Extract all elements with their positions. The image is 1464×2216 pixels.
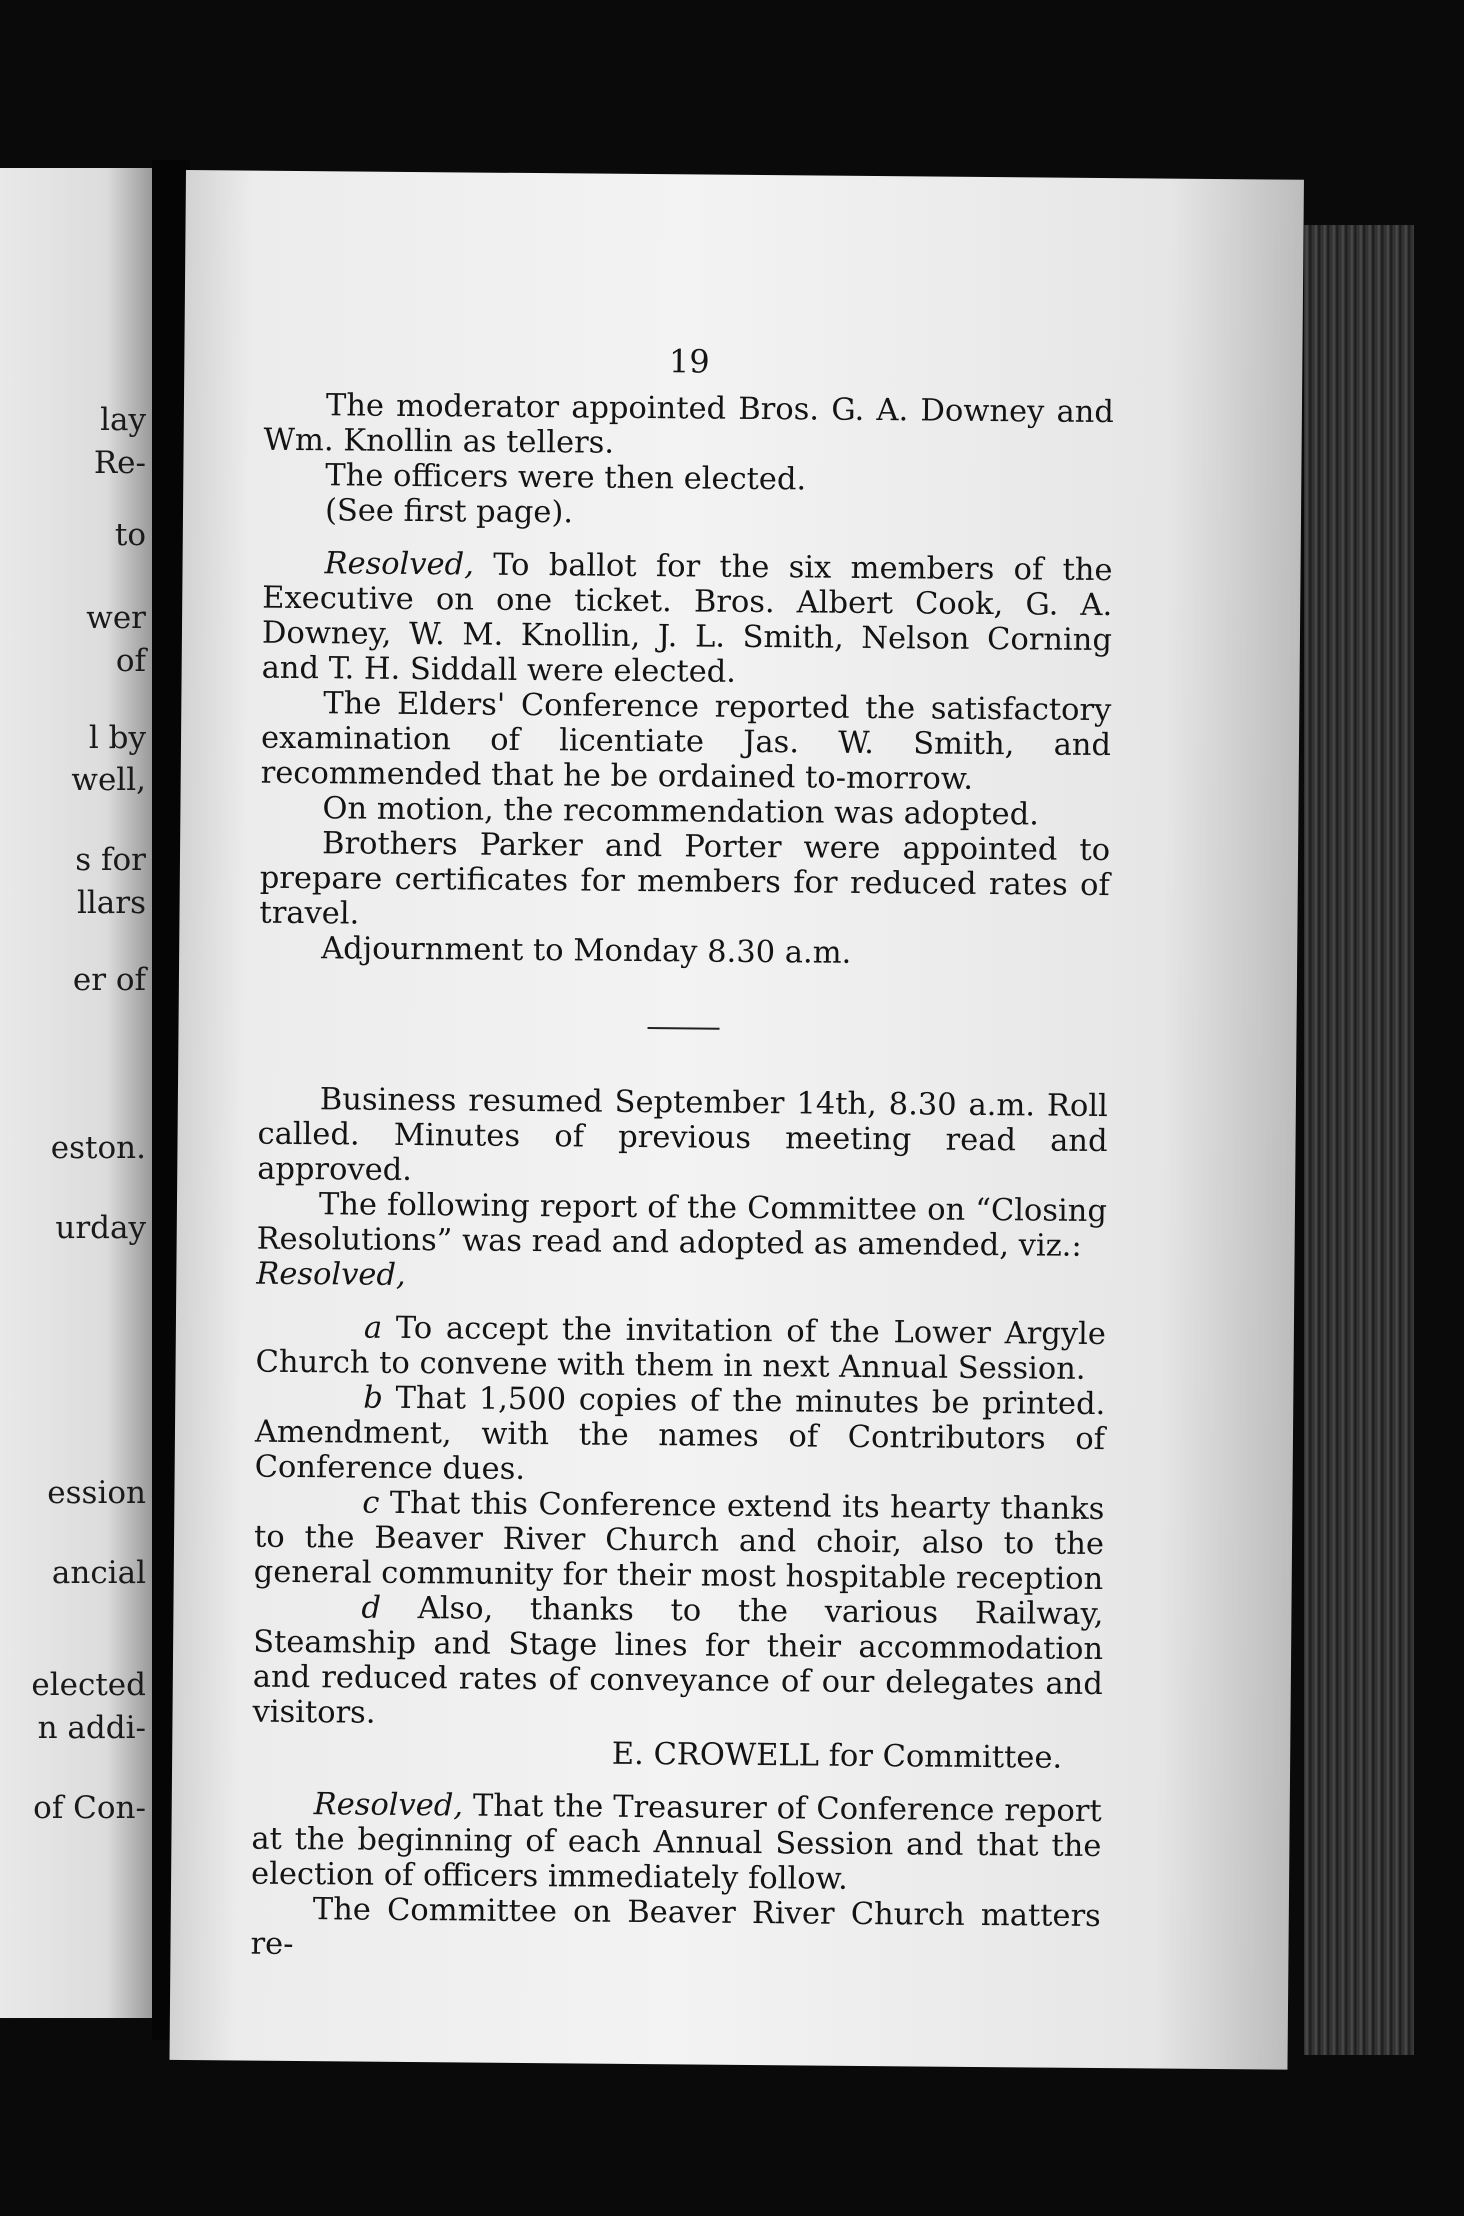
paragraph-adjournment: Adjournment to Monday 8.30 a.m.	[321, 931, 852, 971]
resolved-label: Resolved,	[324, 546, 475, 583]
left-fragment: llars	[76, 885, 146, 921]
page-text	[250, 341, 1114, 1969]
left-fragment: l by	[88, 720, 146, 756]
left-fragment: s for	[75, 842, 146, 878]
paragraph-motion-adopted: On motion, the recommendation was adopted.	[322, 791, 1040, 833]
paragraph-executive-ballot: Resolved, To ballot for the six members of the Executive on one ticket. Bros. Albert Cook, G. A. Downey, W. M. Knollin, J. L. Smith, Nelson Corning and T. H. Siddall were elected.	[261, 546, 1113, 690]
left-fragment: of Con-	[33, 1790, 146, 1826]
left-fragment: Re-	[93, 445, 146, 481]
left-fragment: urday	[55, 1210, 146, 1246]
left-fragment: elected	[31, 1667, 146, 1703]
left-fragment: of	[115, 643, 146, 679]
page-number: 19	[668, 342, 710, 381]
resolution-item-c: c That this Conference extend its hearty thanks to the Beaver River Church and choir, also to the general community for their most hospitable reception	[253, 1485, 1105, 1598]
left-page	[0, 168, 152, 2018]
right-page	[170, 170, 1304, 2070]
page-edges	[1304, 225, 1414, 2055]
left-fragment: er of	[72, 962, 146, 998]
left-fragment: well,	[71, 762, 146, 798]
left-fragment: wer	[86, 600, 146, 636]
paragraph-see-first-page: (See first page).	[324, 493, 574, 531]
paragraph-officers-elected: The officers were then elected.	[325, 458, 807, 498]
paragraph-certificates: Brothers Parker and Porter were appointed to prepare certificates for members for reduced rates of travel.	[259, 826, 1111, 932]
left-fragment: lay	[100, 402, 146, 438]
paragraph-beaver-river-committee: The Committee on Beaver River Church matters re-	[250, 1892, 1101, 1963]
left-fragment: ession	[47, 1475, 146, 1511]
paragraph-business-resumed: Business resumed September 14th, 8.30 a.m. Roll called. Minutes of previous meeting read and approved.	[257, 1082, 1109, 1189]
section-divider	[648, 1027, 720, 1030]
left-fragment: n addi-	[37, 1710, 146, 1746]
resolution-item-b: b That 1,500 copies of the minutes be printed. Amendment, with the names of Contributors of Conference dues.	[254, 1380, 1106, 1488]
resolved-label: Resolved,	[313, 1787, 464, 1824]
resolution-item-d: d Also, thanks to the various Railway, Steamship and Stage lines for their accommodation and reduced rates of conveyance of our delegates and visitors.	[252, 1590, 1104, 1731]
committee-signature: E. CROWELL for Committee.	[611, 1736, 1063, 1776]
left-fragment: eston.	[50, 1130, 146, 1166]
left-fragment: to	[114, 517, 146, 553]
paragraph-elders-conference: The Elders' Conference reported the satisfactory examination of licentiate Jas. W. Smith, and recommended that he be ordained to-morrow.	[260, 686, 1112, 797]
left-fragment: ancial	[51, 1555, 146, 1591]
resolution-item-a: a To accept the invitation of the Lower Argyle Church to convene with them in next Annual Session.	[255, 1310, 1107, 1387]
paragraph-closing-resolutions: The following report of the Committee on “Closing Resolutions” was read and adopted as amended, viz.: Resolved,	[256, 1187, 1108, 1293]
paragraph-treasurer-report: Resolved, That the Treasurer of Conference report at the beginning of each Annual Session and that the election of officers immediately follow.	[250, 1787, 1102, 1897]
resolved-label: Resolved,	[256, 1256, 406, 1293]
paragraph-tellers: The moderator appointed Bros. G. A. Downey and Wm. Knollin as tellers.	[263, 388, 1115, 461]
